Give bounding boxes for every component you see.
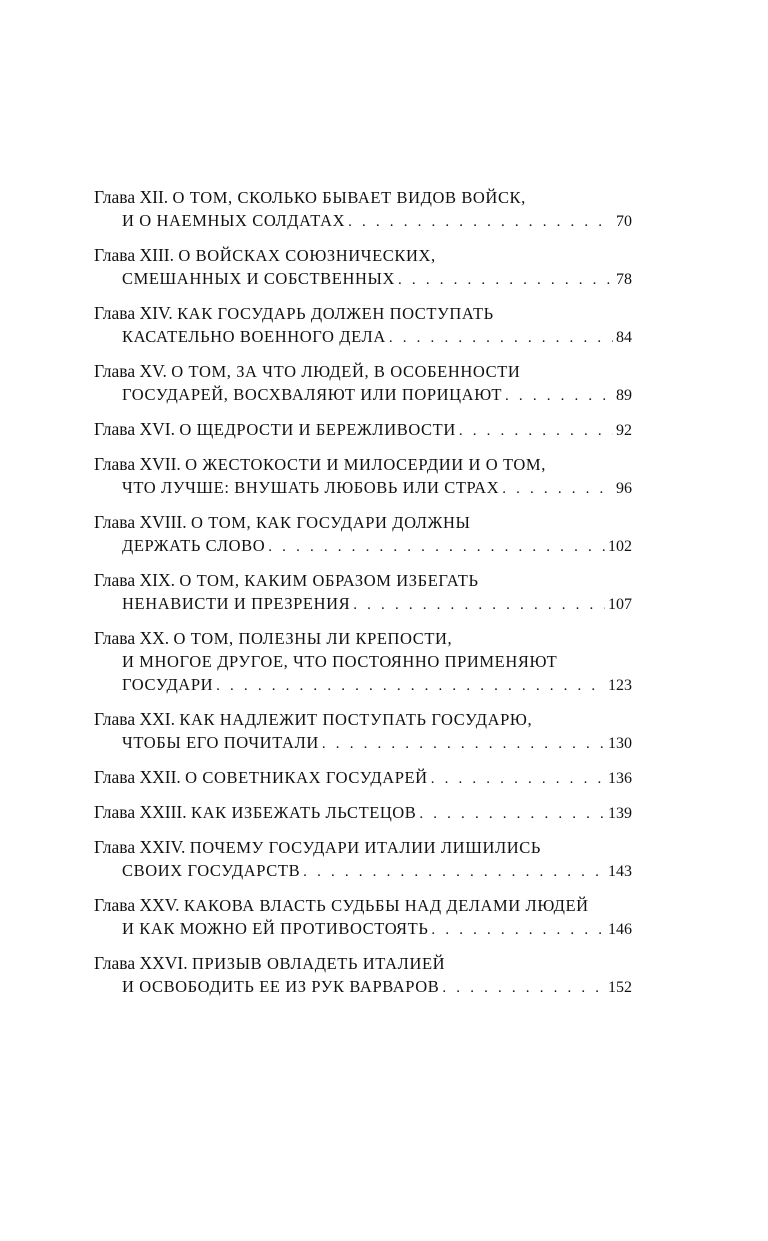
- dot-leader: [216, 675, 605, 698]
- chapter-number: Глава XXV.: [94, 895, 180, 915]
- chapter-title-continuation: КАСАТЕЛЬНО ВОЕННОГО ДЕЛА: [122, 327, 386, 346]
- chapter-number: Глава XII.: [94, 187, 169, 207]
- chapter-title-continuation: ДЕРЖАТЬ СЛОВО: [122, 536, 266, 555]
- toc-entry-first-line: [94, 801, 632, 824]
- page-number: 70: [616, 213, 632, 230]
- dot-leader: [505, 385, 613, 408]
- page-number: 139: [608, 805, 632, 822]
- dot-leader: [431, 768, 605, 791]
- toc-entry-continuation-line: [94, 267, 632, 290]
- chapter-number: Глава XIX.: [94, 570, 175, 590]
- dot-leader: [353, 594, 605, 617]
- chapter-number: Глава XXIII.: [94, 802, 187, 822]
- toc-entry: [94, 511, 632, 557]
- toc-entry: [94, 766, 632, 789]
- toc-entry-continuation-line: [94, 731, 632, 754]
- toc-entry: [94, 708, 632, 754]
- toc-entry-continuation-line: [94, 673, 632, 696]
- chapter-number: Глава XXIV.: [94, 837, 186, 857]
- chapter-title-continuation: И КАК МОЖНО ЕЙ ПРОТИВОСТОЯТЬ: [122, 919, 429, 938]
- chapter-number: Глава XVII.: [94, 454, 181, 474]
- chapter-title-continuation: СМЕШАННЫХ И СОБСТВЕННЫХ: [122, 269, 396, 288]
- page-number: 92: [616, 422, 632, 439]
- toc-entry-continuation-line: [94, 534, 632, 557]
- toc-entry-first-line: [94, 766, 632, 789]
- toc-entry: [94, 360, 632, 406]
- toc-entry: [94, 186, 632, 232]
- toc-entry-continuation-line: [94, 325, 632, 348]
- dot-leader: [348, 211, 613, 234]
- dot-leader: [502, 478, 613, 501]
- chapter-title-continuation: НЕНАВИСТИ И ПРЕЗРЕНИЯ: [122, 594, 351, 613]
- chapter-title: КАКОВА ВЛАСТЬ СУДЬБЫ НАД ДЕЛАМИ ЛЮДЕЙ: [183, 896, 589, 915]
- page-number: 78: [616, 271, 632, 288]
- toc-entry-first-line: [94, 836, 632, 859]
- page-number: 89: [616, 387, 632, 404]
- toc-entry-continuation-line: [94, 975, 632, 998]
- page-number: 102: [608, 538, 632, 555]
- chapter-title: О ТОМ, СКОЛЬКО БЫВАЕТ ВИДОВ ВОЙСК,: [172, 188, 526, 207]
- chapter-title: О ТОМ, КАКИМ ОБРАЗОМ ИЗБЕГАТЬ: [179, 571, 479, 590]
- toc-entry-first-line: [94, 244, 632, 267]
- chapter-title-continuation: И МНОГОЕ ДРУГОЕ, ЧТО ПОСТОЯННО ПРИМЕНЯЮТ: [122, 652, 558, 671]
- toc-entry-first-line: [94, 186, 632, 209]
- chapter-title-continuation: ГОСУДАРЕЙ, ВОСХВАЛЯЮТ ИЛИ ПОРИЦАЮТ: [122, 385, 503, 404]
- page-number: 130: [608, 735, 632, 752]
- toc-entry: [94, 952, 632, 998]
- toc-entry-first-line: [94, 708, 632, 731]
- dot-leader: [459, 420, 613, 443]
- toc-entry-first-line: [94, 453, 632, 476]
- toc-entry-first-line: [94, 894, 632, 917]
- toc-entry-continuation-line: [94, 476, 632, 499]
- toc-entry-continuation-line: [94, 209, 632, 232]
- toc-entry-continuation-line: [94, 917, 632, 940]
- page-number: 136: [608, 770, 632, 787]
- toc-entry-first-line: [94, 511, 632, 534]
- chapter-number: Глава XIII.: [94, 245, 174, 265]
- chapter-title: О ТОМ, КАК ГОСУДАРИ ДОЛЖНЫ: [191, 513, 471, 532]
- page-number: 96: [616, 480, 632, 497]
- chapter-title-continuation: ГОСУДАРИ: [122, 675, 214, 694]
- toc-entry: [94, 453, 632, 499]
- toc-entry: [94, 836, 632, 882]
- chapter-title-continuation: И ОСВОБОДИТЬ ЕЕ ИЗ РУК ВАРВАРОВ: [122, 977, 440, 996]
- toc-entry-continuation-line: [94, 650, 632, 673]
- chapter-title: О ВОЙСКАХ СОЮЗНИЧЕСКИХ,: [178, 246, 436, 265]
- chapter-number: Глава XIV.: [94, 303, 173, 323]
- dot-leader: [322, 733, 605, 756]
- toc-entry-first-line: [94, 952, 632, 975]
- page-number: 143: [608, 863, 632, 880]
- toc-entry-first-line: [94, 627, 632, 650]
- chapter-title: О ЖЕСТОКОСТИ И МИЛОСЕРДИИ И О ТОМ,: [185, 455, 546, 474]
- page-number: 107: [608, 596, 632, 613]
- page-number: 152: [608, 979, 632, 996]
- chapter-number: Глава XV.: [94, 361, 167, 381]
- chapter-title: КАК НАДЛЕЖИТ ПОСТУПАТЬ ГОСУДАРЮ,: [179, 710, 533, 729]
- chapter-number: Глава XXII.: [94, 767, 181, 787]
- dot-leader: [398, 269, 613, 292]
- chapter-title-continuation: И О НАЕМНЫХ СОЛДАТАХ: [122, 211, 346, 230]
- toc-entry: [94, 627, 632, 696]
- chapter-title: ПОЧЕМУ ГОСУДАРИ ИТАЛИИ ЛИШИЛИСЬ: [189, 838, 541, 857]
- toc-entry: [94, 894, 632, 940]
- dot-leader: [442, 977, 605, 1000]
- chapter-title-continuation: СВОИХ ГОСУДАРСТВ: [122, 861, 301, 880]
- chapter-title: КАК ИЗБЕЖАТЬ ЛЬСТЕЦОВ: [191, 803, 417, 822]
- chapter-number: Глава XVI.: [94, 419, 175, 439]
- toc-entry-first-line: [94, 360, 632, 383]
- chapter-title-continuation: ЧТО ЛУЧШЕ: ВНУШАТЬ ЛЮБОВЬ ИЛИ СТРАХ: [122, 478, 500, 497]
- chapter-number: Глава XXI.: [94, 709, 175, 729]
- toc-entry-continuation-line: [94, 592, 632, 615]
- page-number: 84: [616, 329, 632, 346]
- toc-entry-continuation-line: [94, 859, 632, 882]
- table-of-contents: [94, 186, 632, 1010]
- toc-entry: [94, 569, 632, 615]
- chapter-title: О ЩЕДРОСТИ И БЕРЕЖЛИВОСТИ: [179, 420, 456, 439]
- toc-entry: [94, 801, 632, 824]
- toc-entry-first-line: [94, 418, 632, 441]
- toc-entry: [94, 244, 632, 290]
- chapter-title-continuation: ЧТОБЫ ЕГО ПОЧИТАЛИ: [122, 733, 319, 752]
- chapter-title: О ТОМ, ПОЛЕЗНЫ ЛИ КРЕПОСТИ,: [173, 629, 453, 648]
- chapter-title: ПРИЗЫВ ОВЛАДЕТЬ ИТАЛИЕЙ: [191, 954, 446, 973]
- dot-leader: [268, 536, 605, 559]
- toc-entry: [94, 302, 632, 348]
- dot-leader: [303, 861, 605, 884]
- chapter-title: О СОВЕТНИКАХ ГОСУДАРЕЙ: [185, 768, 428, 787]
- toc-entry-continuation-line: [94, 383, 632, 406]
- page-number: 123: [608, 677, 632, 694]
- toc-entry: [94, 418, 632, 441]
- chapter-number: Глава XVIII.: [94, 512, 187, 532]
- dot-leader: [389, 327, 613, 350]
- chapter-title: КАК ГОСУДАРЬ ДОЛЖЕН ПОСТУПАТЬ: [177, 304, 494, 323]
- page-number: 146: [608, 921, 632, 938]
- chapter-number: Глава XXVI.: [94, 953, 188, 973]
- chapter-title: О ТОМ, ЗА ЧТО ЛЮДЕЙ, В ОСОБЕННОСТИ: [171, 362, 521, 381]
- dot-leader: [419, 803, 605, 826]
- toc-entry-first-line: [94, 302, 632, 325]
- chapter-number: Глава XX.: [94, 628, 170, 648]
- dot-leader: [431, 919, 605, 942]
- toc-entry-first-line: [94, 569, 632, 592]
